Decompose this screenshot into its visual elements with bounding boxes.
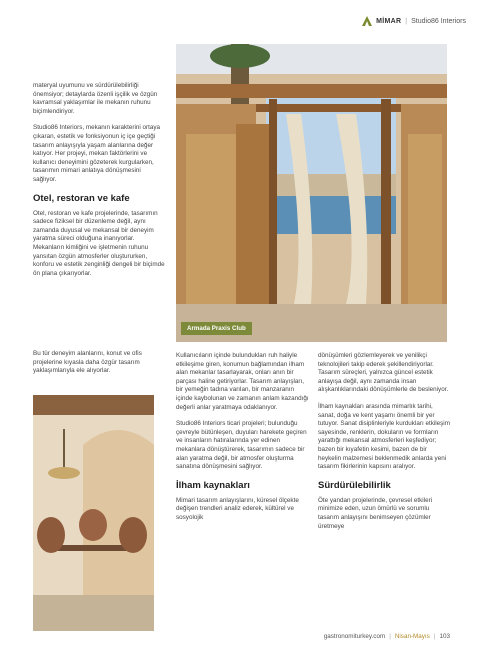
col2-heading: İlham kaynakları xyxy=(176,479,250,491)
col3-paragraph-2: İlham kaynakları arasında mimarlık tarihi, sanat, doğa ve kent yaşamı önemli bir yer tutuyor. Sanat disiplinleriyle kurdukları etkileşim sayesinde, renklerin, dokuların ve formların yarattığı mekansal atmosferleri keşfediyor; bazen bir kıyafetin kesimi, bazen de bir heykelin malzemesi beklenmedik anlarda yeni tasarım fikirlerinin kapısını aralıyor. xyxy=(318,402,450,471)
footer-site: gastronomiturkey.com xyxy=(323,633,386,640)
col1-heading: Otel, restoran ve kafe xyxy=(33,192,130,204)
column-2 xyxy=(176,352,310,531)
header-subtitle: Studio86 Interiors xyxy=(411,17,466,25)
col1-paragraph-1: materyal uyumunu ve sürdürülebilirliği önemsiyor; detaylarda özenli işçilik ve özgün kavramsal yaklaşımlar ile mekanın ruhunu biçimlendiriyor. xyxy=(33,82,158,115)
col1-paragraph-2: Studio86 Interiors, mekanın karakterini ortaya çıkaran, estetik ve fonksiyonun iç içe geçtiği tasarım anlayışıyla yaşam alanlarına değer katıyor. Her projeyi, mekan faktörlerini ve kullanıcı deneyimini gözeterek kurgularken, tasarımın mimari anlatıya dönüşmesini sağlıyor. xyxy=(33,124,161,183)
col2-paragraph-3: Mimari tasarım anlayışlarını, küresel ölçekte değişen trendleri analiz ederek, kültürel ve sosyolojik xyxy=(176,496,299,521)
column-1 xyxy=(33,82,165,286)
interior-illustration xyxy=(33,395,154,631)
page-header xyxy=(362,14,466,28)
col3-paragraph-1: dönüşümleri gözlemleyerek ve yenilikçi teknolojileri takip ederek şekillendiriyorlar. Tasarım süreçleri, yalnızca güncel estetik anlayışa değil, aynı zamanda insan alışkanlıklarındaki dönüşümlerle de besleniyor. xyxy=(318,352,449,394)
col3-paragraph-3: Öte yandan projelerinde, çevresel etkileri minimize eden, uzun ömürlü ve sorumlu tasarım anlayışını benimseyen çözümler üretmeye xyxy=(318,496,433,530)
mimar-logo-icon xyxy=(362,16,372,26)
photo-caption: Armada Praxis Club xyxy=(181,322,252,335)
page-footer xyxy=(324,633,450,640)
footer-separator-1: | xyxy=(389,633,391,640)
col1-paragraph-3: Otel, restoran ve kafe projelerinde, tasarımın sadece fiziksel bir düzenleme değil, aynı zamanda duyusal ve mekansal bir deneyim yaratma süreci olduğuna inanıyorlar. Mekanların kimliğini ve işletmenin ruhunu yansıtan özgün atmosferler oluştururken, konforu ve estetik zenginliği dengeli bir biçimde ön plana çıkarıyorlar. xyxy=(33,209,165,277)
col2-paragraph-2: Studio86 Interiors ticari projeleri; bulunduğu çevreyle bütünleşen, duyuları harekete geçiren ve insanların hatıralarında yer edinen mekanlara dönüştürerek, tasarımın sadece bir alan yaratma değil, bir atmosfer oluşturma sanatına dönüşmesini sağlıyor. xyxy=(176,420,307,471)
main-photo xyxy=(176,44,447,342)
footer-issue: Nisan-Mayıs xyxy=(394,633,430,640)
col2-paragraph-1: Kullanıcıların içinde bulundukları ruh haliyle etkileşime giren, konumun bağlamından ilham alan mekanlar tasarlayarak, onları anın bir parçası haline getiriyorlar. Tasarım anlayışları, bir yemeğin tadına varılan, bir manzaranın içinde kaybolunan ve zamanın anlam kazandığı değerli anlar yaratmaya odaklanıyor. xyxy=(176,352,309,411)
header-brand: MİMAR xyxy=(376,17,402,25)
interior-photo xyxy=(33,395,154,631)
column-3 xyxy=(318,352,450,539)
footer-separator-2: | xyxy=(433,633,436,640)
pergola-illustration xyxy=(176,44,447,342)
col3-heading: Sürdürülebilirlik xyxy=(318,479,391,491)
col1-paragraph-4: Bu tür deneyim alanlarını, konut ve ofis projelerine kıyasla daha özgür tasarım yaklaşımlarıyla ele alıyorlar. xyxy=(33,350,142,375)
page-number: 103 xyxy=(439,633,450,640)
header-separator: | xyxy=(405,17,408,25)
column-1-bottom xyxy=(33,350,165,384)
